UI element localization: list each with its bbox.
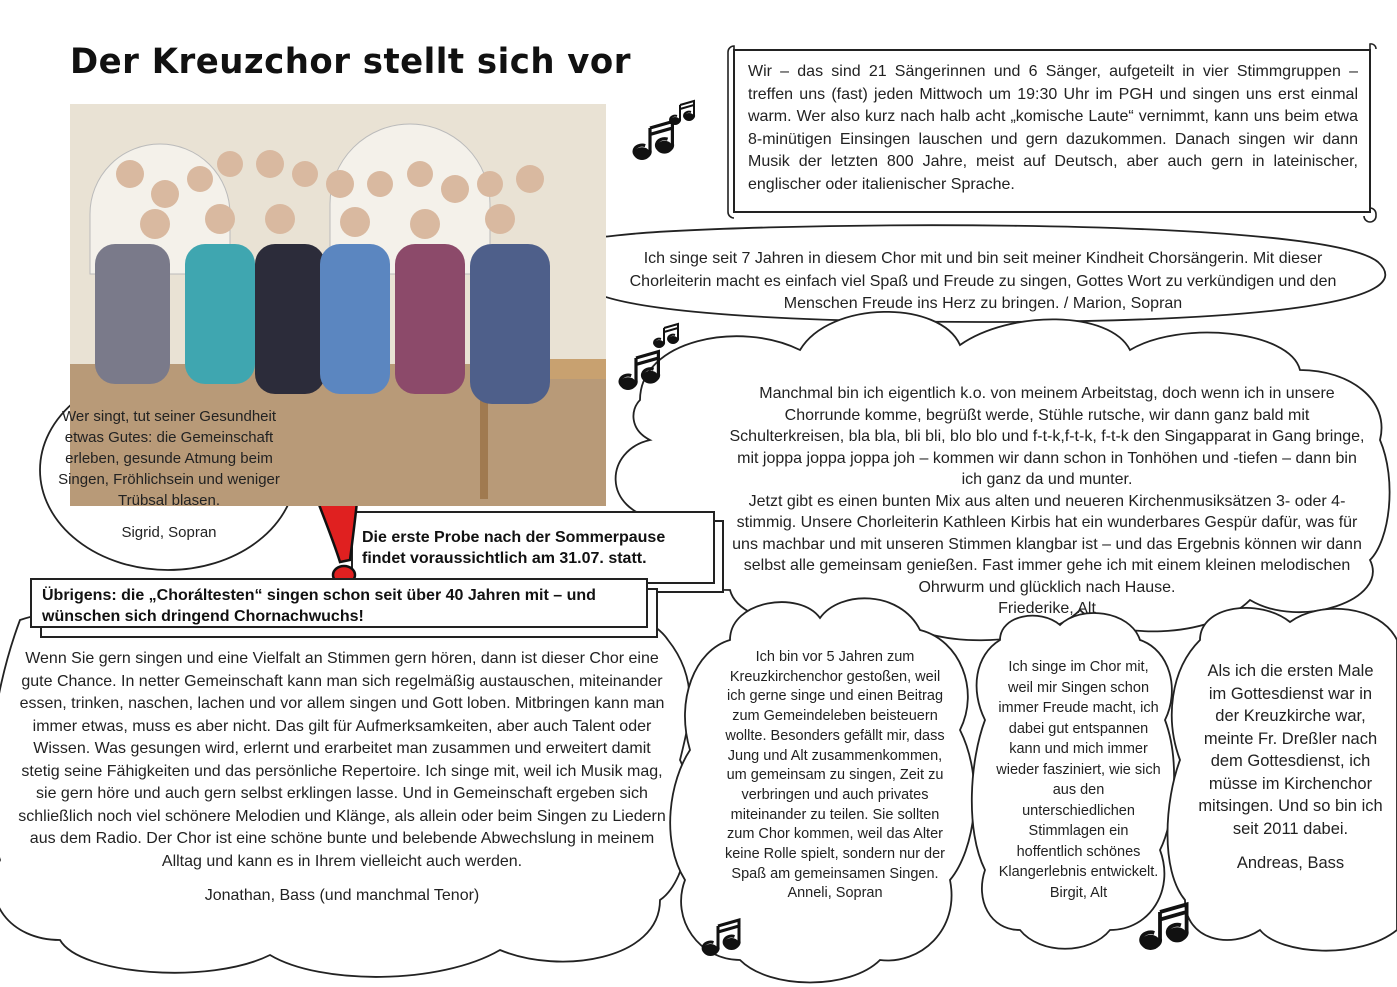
sigrid-signature: Sigrid, Sopran [121,524,217,541]
anneli-quote-text: Ich bin vor 5 Jahren zum Kreuzkirchenchor gestoßen, weil ich gerne singe und einen Beitrag zum Gemeindeleben beisteuern wollte. Besonders gefällt mir, dass Jung und Alt zusammenkommen, um gemeinsam zu singen, Zeit zu verbringen und auch privates miteinander zu teilen. Sie sollten zum Chor kommen, weil das Alter keine Rolle spielt, sondern nur der Spaß am gemeinsamen Singen. [724,649,946,882]
music-notes-icon [634,122,673,160]
jonathan-quote-text: Wenn Sie gern singen und eine Vielfalt an Stimmen gern hören, dann ist dieser Chor eine gute Chance. In netter Gemeinschaft kann man sich regelmäßig austauschen, miteinander essen, trinken, naschen, lachen und vor allem singen und Gott loben. Mitbringen kann man immer etwas, muss es aber nicht. Das gilt für Aufmerksamkeiten, aber auch Talent oder Wissen. Was gesungen wird, erlernt und erarbeitet man zusammen und erweitert damit stetig seine Fähigkeiten und das persönliche Repertoire. Ich singe mit, weil ich Musik mag, sie gern höre und auch gern selbst erklingen lasse. Und in Gemeinschaft ergeben sich schließlich noch viel schönere Melodien und Klänge, als allein oder beim Singen zu Liedern aus dem Radio. Der Chor ist eine schöne bunte und belebende Abwechslung in meinem Alltag und kann es in Ihrem vielleicht auch werden. [18,650,666,870]
andreas-quote-text: Als ich die ersten Male im Gottesdienst war in der Kreuzkirche war, meinte Fr. Dreßler nach dem Gottesdienst, ich müsse im Kirchenchor mitsingen. Und so bin ich seit 2011 dabei. [1198,662,1383,838]
anneli-signature: Anneli, Sopran [787,885,883,902]
jonathan-quote [18,648,666,908]
anneli-quote [724,648,946,904]
friederike-quote [727,383,1367,620]
friederike-paragraph-2: Jetzt gibt es einen bunten Mix aus alten und neueren Kirchenmusiksätzen 3- oder 4-stimmig. Unsere Chorleiterin Kathleen Kirbis hat ein wunderbares Gespür dafür, was für uns machbar und mit unseren Stimmen klangbar ist – und das Ergebnis können wir dann selbst alle gemeinsam genießen. Fast immer gehe ich mit einem kleinen melodischen Ohrwurm und glücklich nach Hause. [732,492,1362,596]
jonathan-signature: Jonathan, Bass (und manchmal Tenor) [204,887,480,904]
friederike-signature: Friederike, Alt [998,600,1096,617]
birgit-signature: Birgit, Alt [1049,884,1108,901]
andreas-signature: Andreas, Bass [1236,854,1345,872]
page-title: Der Kreuzchor stellt sich vor [70,42,631,82]
friederike-paragraph-1: Manchmal bin ich eigentlich k.o. von meinem Arbeitstag, doch wenn ich in unsere Chorrunde komme, begrüßt werde, Stühle rutsche, wir dann ganz bald mit Schulterkreisen, bla bla, bli bli, blo blo und f-t-k,f-t-k, f-t-k den Singapparat in Gang bringe, mit joppa joppa joppa joh – kommen wir dann schon in Tonhöhen und -tiefen – dann bin ich ganz da und munter. [729,385,1365,488]
marion-quote: Ich singe seit 7 Jahren in diesem Chor mit und bin seit meiner Kindheit Chorsängerin. Mit dieser Chorleiterin macht es einfach viel Spaß und Freude zu singen, Gottes Wort zu verkündigen und den Menschen Freude ins Herz zu bringen. / Marion, Sopran [629,250,1337,312]
music-notes-icon [670,101,694,125]
aeltesten-notice-text: Übrigens: die „Choráltesten“ singen schon seit über 40 Jahren mit – und wünschen sich dringend Chornachwuchs! [42,587,596,625]
sigrid-quote [44,406,294,543]
sigrid-quote-text: Wer singt, tut seiner Gesundheit etwas Gutes: die Gemeinschaft erleben, gesunde Atmung beim Singen, Fröhlichsein und weniger Trübsal blasen. [58,408,280,509]
birgit-quote-text: Ich singe im Chor mit, weil mir Singen schon immer Freude macht, ich dabei gut entspannen kann und mich immer wieder fasziniert, wie sich aus den unterschiedlichen Stimmlagen ein hoffentlich schönes Klangerlebnis entwickelt. [996,659,1161,880]
music-notes-icon [654,324,678,348]
birgit-quote [996,657,1161,903]
probe-notice-text: Die erste Probe nach der Sommerpause findet voraussichtlich am 31.07. statt. [362,529,666,567]
andreas-quote [1198,660,1383,875]
intro-text: Wir – das sind 21 Sängerinnen und 6 Sänger, aufgeteilt in vier Stimmgruppen – treffen uns (fast) jeden Mittwoch um 19:30 Uhr im PGH und singen uns erst einmal warm. Wer also kurz nach halb acht „komische Laute“ vernimmt, kann uns beim etwa 8-minütigen Einsingen lauschen und gern dazukommen. Danach singen wir dann Musik der letzten 800 Jahre, meist auf Deutsch, aber auch gern in lateinischer, englischer oder italienischer Sprache. [748,63,1358,193]
